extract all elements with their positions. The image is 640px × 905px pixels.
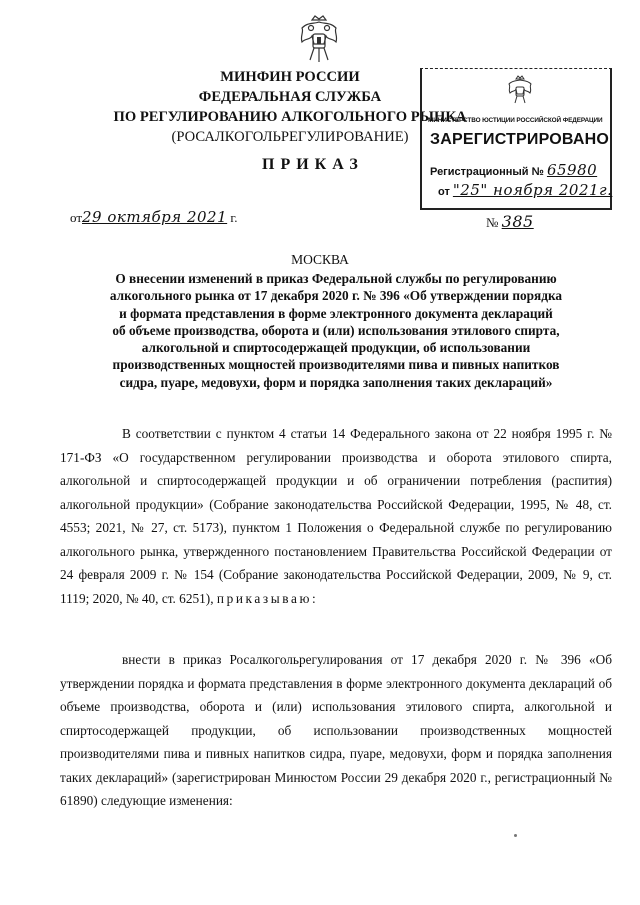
document-type: ПРИКАЗ <box>262 156 364 173</box>
stamp-date-value: "25" ноября 2021г. <box>452 181 613 199</box>
coat-of-arms-icon <box>296 14 342 68</box>
order-number-value: 385 <box>501 212 534 231</box>
stamp-ministry: МИНИСТЕРСТВО ЮСТИЦИИ РОССИЙСКОЙ ФЕДЕРАЦИИ <box>428 117 603 124</box>
title-line: и формата представления в форме электронного документа деклараций <box>119 305 553 321</box>
stamp-registration-date <box>438 181 612 199</box>
organization-header <box>110 67 470 147</box>
stamp-emblem-icon <box>506 75 534 105</box>
header-service-scope: ПО РЕГУЛИРОВАНИЮ АЛКОГОЛЬНОГО РЫНКА <box>113 109 467 125</box>
order-title <box>60 270 612 391</box>
order-number <box>486 212 534 231</box>
stamp-regnum-label: Регистрационный № <box>430 166 544 178</box>
title-line: производственных мощностей производителями пива и пивных напитков <box>112 357 560 373</box>
scan-speck <box>514 834 517 837</box>
header-service: ФЕДЕРАЛЬНАЯ СЛУЖБА <box>198 89 382 105</box>
preamble-paragraph <box>60 422 612 610</box>
title-line: сидра, пуаре, медовухи, форм и порядка заполнения таких деклараций» <box>119 374 553 390</box>
city: МОСКВА <box>291 252 349 267</box>
order-verb: приказываю: <box>216 590 319 606</box>
stamp-registration-number <box>430 161 597 179</box>
header-abbreviation: (РОСАЛКОГОЛЬРЕГУЛИРОВАНИЕ) <box>171 129 409 145</box>
stamp-registered: ЗАРЕГИСТРИРОВАНО <box>430 131 610 148</box>
order-number-label: № <box>486 215 499 230</box>
stamp-date-prefix: от <box>438 186 450 198</box>
title-line: алкогольного рынка от 17 декабря 2020 г. № 396 «Об утверждении порядка <box>109 288 563 304</box>
registration-stamp <box>420 68 612 210</box>
order-date <box>70 208 238 226</box>
amendment-paragraph: внести в приказ Росалкогольрегулирования от 17 декабря 2020 г. № 396 «Об утверждении порядка и формата представления в форме электронного документа деклараций об объеме производства, оборота и (или) использования этилового спирта, алкогольной и спиртосодержащей продукции, об использовании производственных мощностей производителями пива и пивных напитков сидра, пуаре, медовухи, форм и порядка заполнения таких деклараций» (зарегистрирован Минюстом России 29 декабря 2020 г., регистрационный № 61890) следующие изменения: <box>60 652 612 808</box>
stamp-regnum-value: 65980 <box>546 161 598 179</box>
preamble-text: В соответствии с пунктом 4 статьи 14 Федерального закона от 22 ноября 1995 г. № 171-ФЗ «О государственном регулировании производства и оборота этилового спирта, алкогольной и спиртосодержащей продукции и об ограничении потребления (распития) алкогольной продукции» (Собрание законодательства Российской Федерации, 1995, № 48, ст. 4553; 2021, № 27, ст. 5173), пунктом 1 Положения о Федеральной службе по регулированию алкогольного рынка, утвержденного постановлением Правительства Российской Федерации от 24 февраля 2009 г. № 154 (Собрание законодательства Российской Федерации, 2009, № 9, ст. 1119; 2020, № 40, ст. 6251), <box>60 426 612 606</box>
order-date-suffix: г. <box>230 210 238 225</box>
title-line: об объеме производства, оборота и (или) использования этилового спирта, <box>112 322 560 338</box>
order-date-prefix: от <box>70 210 83 225</box>
title-line: алкогольной и спиртосодержащей продукции, об использовании <box>141 340 531 356</box>
header-ministry: МИНФИН РОССИИ <box>220 69 360 85</box>
order-date-value: 29 октября 2021 <box>82 208 228 226</box>
title-line: О внесении изменений в приказ Федеральной службы по регулированию <box>115 271 557 286</box>
